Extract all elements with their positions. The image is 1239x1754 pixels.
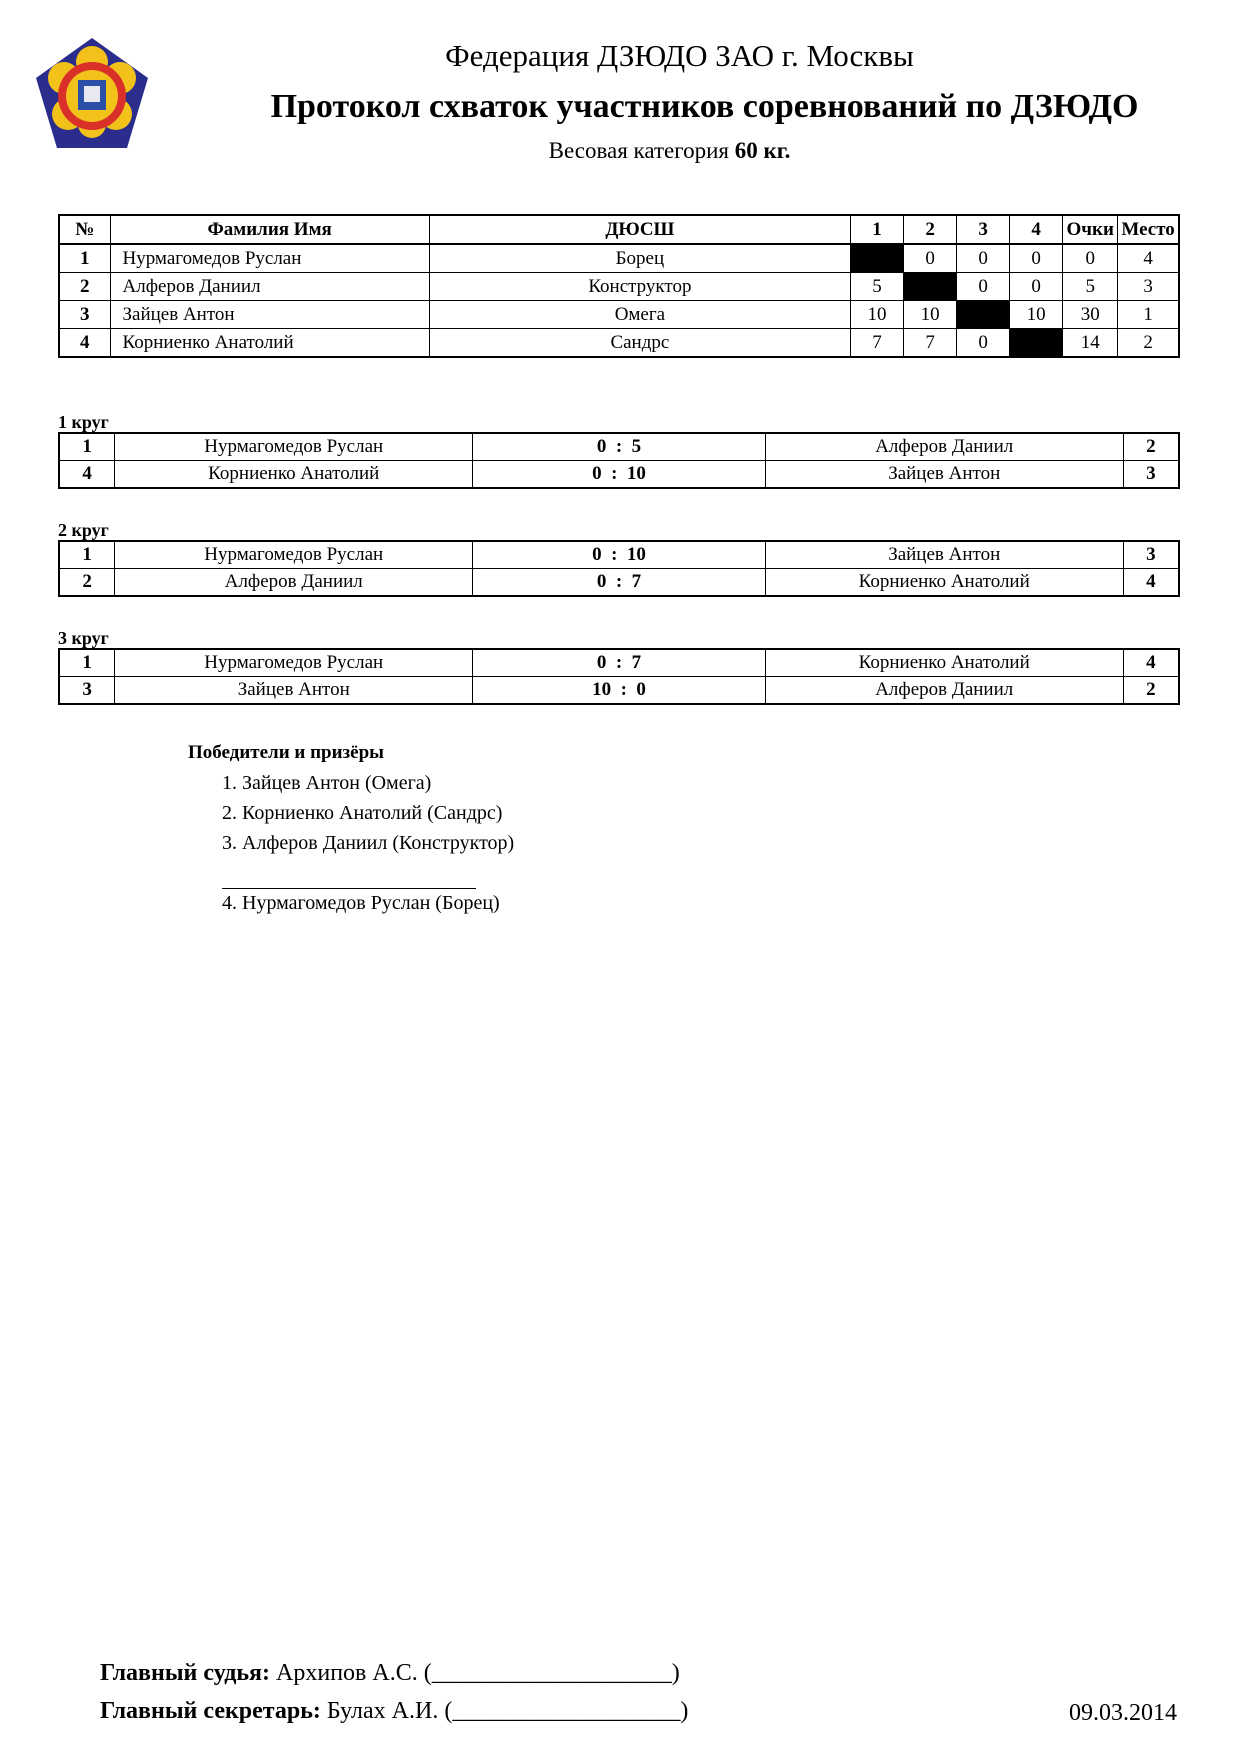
page-title: Протокол схваток участников соревнований по ДЗЮДО bbox=[270, 88, 1139, 125]
weight-category bbox=[340, 138, 999, 164]
col-header-2: 2 bbox=[904, 215, 957, 244]
judge-value: Архипов А.С. (____________________) bbox=[276, 1660, 680, 1686]
bout-num-1: 3 bbox=[59, 677, 115, 705]
row-num: 1 bbox=[59, 244, 110, 273]
bout-num-2: 3 bbox=[1123, 461, 1179, 489]
row-score-4: 0 bbox=[1010, 244, 1063, 273]
row-score-4: 10 bbox=[1010, 301, 1063, 329]
row-score-3: 0 bbox=[957, 273, 1010, 301]
separator-line bbox=[222, 888, 476, 889]
row-club: Сандрс bbox=[429, 329, 850, 358]
bout-score: 0 : 7 bbox=[473, 569, 766, 597]
bout-player-2: Зайцев Антон bbox=[765, 541, 1123, 569]
bout-num-2: 2 bbox=[1123, 677, 1179, 705]
row-num: 3 bbox=[59, 301, 110, 329]
row-score-1: 10 bbox=[851, 301, 904, 329]
bout-num-2: 4 bbox=[1123, 649, 1179, 677]
chief-judge bbox=[100, 1660, 680, 1687]
row-name: Алферов Даниил bbox=[110, 273, 429, 301]
round-table bbox=[58, 540, 1180, 597]
bout-score: 0 : 5 bbox=[473, 433, 766, 461]
row-score-2: 10 bbox=[904, 301, 957, 329]
round-label: 1 круг bbox=[58, 412, 109, 432]
row-name: Корниенко Анатолий bbox=[110, 329, 429, 358]
document-date: 09.03.2014 bbox=[1069, 1700, 1177, 1726]
secretary-value: Булах А.И. (___________________) bbox=[326, 1698, 689, 1724]
row-score-3: 0 bbox=[957, 329, 1010, 358]
results-table bbox=[58, 214, 1180, 358]
row-score-2: 0 bbox=[904, 244, 957, 273]
table-header-row bbox=[59, 215, 1179, 244]
bout-num-1: 2 bbox=[59, 569, 115, 597]
winner-item: 1. Зайцев Антон (Омега) bbox=[222, 772, 432, 794]
winners-title: Победители и призёры bbox=[188, 742, 385, 763]
row-points: 5 bbox=[1063, 273, 1118, 301]
bout-player-2: Алферов Даниил bbox=[765, 433, 1123, 461]
row-place: 3 bbox=[1118, 273, 1179, 301]
row-cell-self bbox=[904, 273, 957, 301]
col-header-place: Место bbox=[1118, 215, 1179, 244]
row-score-1: 5 bbox=[851, 273, 904, 301]
round-label: 2 круг bbox=[58, 520, 109, 540]
row-club: Конструктор bbox=[429, 273, 850, 301]
bout-player-1: Алферов Даниил bbox=[115, 569, 473, 597]
bout-player-1: Нурмагомедов Руслан bbox=[115, 433, 473, 461]
round-table bbox=[58, 432, 1180, 489]
row-place: 4 bbox=[1118, 244, 1179, 273]
col-header-3: 3 bbox=[957, 215, 1010, 244]
row-place: 2 bbox=[1118, 329, 1179, 358]
table-row bbox=[59, 244, 1179, 273]
round-label: 3 круг bbox=[58, 628, 109, 648]
bout-player-1: Нурмагомедов Руслан bbox=[115, 541, 473, 569]
bout-score: 10 : 0 bbox=[473, 677, 766, 705]
row-cell-self bbox=[851, 244, 904, 273]
chief-secretary bbox=[100, 1698, 688, 1725]
bout-score: 0 : 7 bbox=[473, 649, 766, 677]
bout-score: 0 : 10 bbox=[473, 461, 766, 489]
row-cell-self bbox=[1010, 329, 1063, 358]
row-name: Нурмагомедов Руслан bbox=[110, 244, 429, 273]
organization-name: Федерация ДЗЮДО ЗАО г. Москвы bbox=[445, 38, 914, 73]
bout-player-1: Нурмагомедов Руслан bbox=[115, 649, 473, 677]
bout-row bbox=[59, 569, 1179, 597]
row-points: 14 bbox=[1063, 329, 1118, 358]
winner-item: 4. Нурмагомедов Руслан (Борец) bbox=[222, 892, 500, 914]
col-header-club: ДЮСШ bbox=[429, 215, 850, 244]
col-header-name: Фамилия Имя bbox=[110, 215, 429, 244]
bout-row bbox=[59, 541, 1179, 569]
row-points: 0 bbox=[1063, 244, 1118, 273]
bout-num-2: 2 bbox=[1123, 433, 1179, 461]
bout-num-2: 3 bbox=[1123, 541, 1179, 569]
row-name: Зайцев Антон bbox=[110, 301, 429, 329]
winner-item: 3. Алферов Даниил (Конструктор) bbox=[222, 832, 515, 854]
row-score-2: 7 bbox=[904, 329, 957, 358]
col-header-num: № bbox=[59, 215, 110, 244]
row-score-3: 0 bbox=[957, 244, 1010, 273]
row-points: 30 bbox=[1063, 301, 1118, 329]
bout-player-2: Зайцев Антон bbox=[765, 461, 1123, 489]
row-cell-self bbox=[957, 301, 1010, 329]
table-row bbox=[59, 273, 1179, 301]
col-header-1: 1 bbox=[851, 215, 904, 244]
bout-num-1: 4 bbox=[59, 461, 115, 489]
row-num: 2 bbox=[59, 273, 110, 301]
bout-player-2: Алферов Даниил bbox=[765, 677, 1123, 705]
row-score-1: 7 bbox=[851, 329, 904, 358]
row-club: Борец bbox=[429, 244, 850, 273]
row-num: 4 bbox=[59, 329, 110, 358]
bout-num-1: 1 bbox=[59, 541, 115, 569]
bout-row bbox=[59, 461, 1179, 489]
col-header-points: Очки bbox=[1063, 215, 1118, 244]
bout-player-2: Корниенко Анатолий bbox=[765, 569, 1123, 597]
col-header-4: 4 bbox=[1010, 215, 1063, 244]
row-place: 1 bbox=[1118, 301, 1179, 329]
table-row bbox=[59, 329, 1179, 358]
bout-num-2: 4 bbox=[1123, 569, 1179, 597]
bout-row bbox=[59, 677, 1179, 705]
round-table bbox=[58, 648, 1180, 705]
secretary-label: Главный секретарь: bbox=[100, 1698, 321, 1724]
winner-item: 2. Корниенко Анатолий (Сандрс) bbox=[222, 802, 503, 824]
table-row bbox=[59, 301, 1179, 329]
bout-num-1: 1 bbox=[59, 433, 115, 461]
weight-label: Весовая категория bbox=[548, 138, 729, 163]
bout-player-1: Зайцев Антон bbox=[115, 677, 473, 705]
bout-row bbox=[59, 433, 1179, 461]
federation-logo bbox=[34, 36, 150, 152]
row-club: Омега bbox=[429, 301, 850, 329]
row-score-4: 0 bbox=[1010, 273, 1063, 301]
bout-score: 0 : 10 bbox=[473, 541, 766, 569]
bout-player-2: Корниенко Анатолий bbox=[765, 649, 1123, 677]
weight-value: 60 кг. bbox=[734, 138, 791, 163]
bout-num-1: 1 bbox=[59, 649, 115, 677]
judge-label: Главный судья: bbox=[100, 1660, 271, 1686]
bout-player-1: Корниенко Анатолий bbox=[115, 461, 473, 489]
bout-row bbox=[59, 649, 1179, 677]
